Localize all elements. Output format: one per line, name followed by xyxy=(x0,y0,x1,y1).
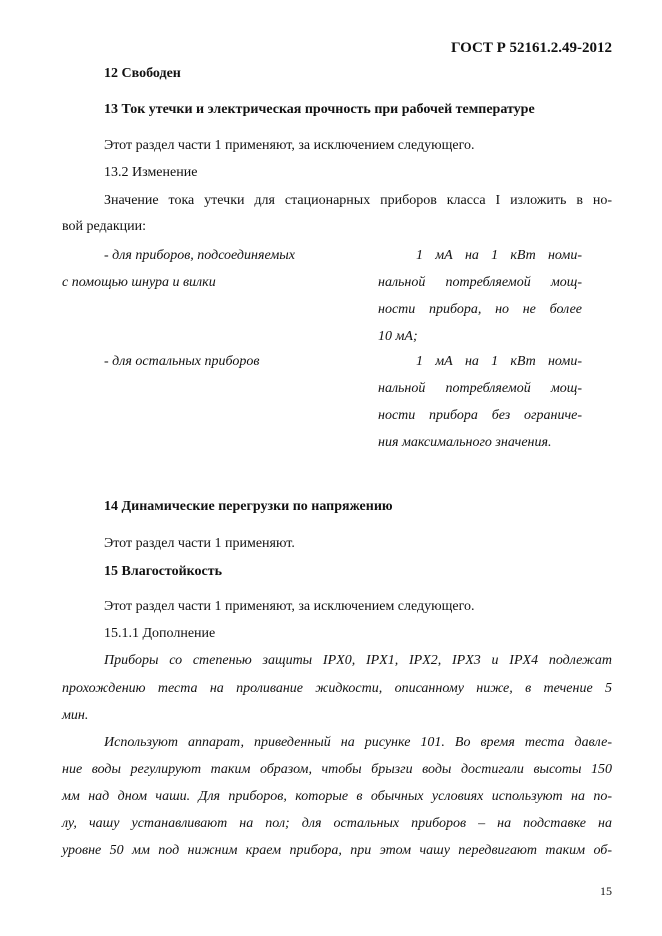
paragraph-line: мм над дном чаши. Для приборов, которые в обычных условиях используют на по- xyxy=(62,789,612,804)
paragraph-line: Этот раздел части 1 применяют, за исключением следующего. xyxy=(104,138,475,153)
paragraph-line: Этот раздел части 1 применяют. xyxy=(104,536,295,551)
table-right-cell: ности прибора без ограниче- xyxy=(378,408,582,423)
section-15-heading: 15 Влагостойкость xyxy=(104,564,223,579)
section-13-heading: 13 Ток утечки и электрическая прочность при рабочей температуре xyxy=(104,102,535,117)
table-right-cell: 1 мА на 1 кВт номи- xyxy=(416,248,582,263)
paragraph-line: прохождению теста на проливание жидкости, описанному ниже, в течение 5 xyxy=(62,681,612,696)
table-right-cell: 10 мА; xyxy=(378,329,418,344)
subsection-15-1-1: 15.1.1 Дополнение xyxy=(104,626,216,641)
table-right-cell: ния максимального значения. xyxy=(378,435,552,450)
paragraph-line: ние воды регулируют таким образом, чтобы брызги воды достигали высоты 150 xyxy=(62,762,612,777)
paragraph-line: Этот раздел части 1 применяют, за исключением следующего. xyxy=(104,599,475,614)
paragraph-line: мин. xyxy=(62,708,89,723)
paragraph-line: Приборы со степенью защиты IPX0, IPX1, IPX2, IPX3 и IPX4 подлежат xyxy=(104,653,612,668)
table-right-cell: ности прибора, но не более xyxy=(378,302,582,317)
paragraph-line: вой редакции: xyxy=(62,219,147,234)
table-right-cell: нальной потребляемой мощ- xyxy=(378,275,582,290)
table-right-cell: нальной потребляемой мощ- xyxy=(378,381,582,396)
paragraph-line: уровне 50 мм под нижним краем прибора, при этом чашу передвигают таким об- xyxy=(62,843,612,858)
paragraph-line: Значение тока утечки для стационарных приборов класса I изложить в но- xyxy=(104,193,612,208)
table-left-cell: - для остальных приборов xyxy=(104,354,260,369)
paragraph-line: Используют аппарат, приведенный на рисунке 101. Во время теста давле- xyxy=(104,735,612,750)
document-header: ГОСТ Р 52161.2.49-2012 xyxy=(450,40,612,56)
page-number: 15 xyxy=(600,884,612,898)
table-left-cell: - для приборов, подсоединяемых xyxy=(104,248,295,263)
table-right-cell: 1 мА на 1 кВт номи- xyxy=(416,354,582,369)
paragraph-line: лу, чашу устанавливают на пол; для остальных приборов – на подставке на xyxy=(62,816,612,831)
section-14-heading: 14 Динамические перегрузки по напряжению xyxy=(104,499,393,514)
section-12-heading: 12 Свободен xyxy=(104,66,181,81)
table-left-cell: с помощью шнура и вилки xyxy=(62,275,216,290)
subsection-13-2: 13.2 Изменение xyxy=(104,165,198,180)
